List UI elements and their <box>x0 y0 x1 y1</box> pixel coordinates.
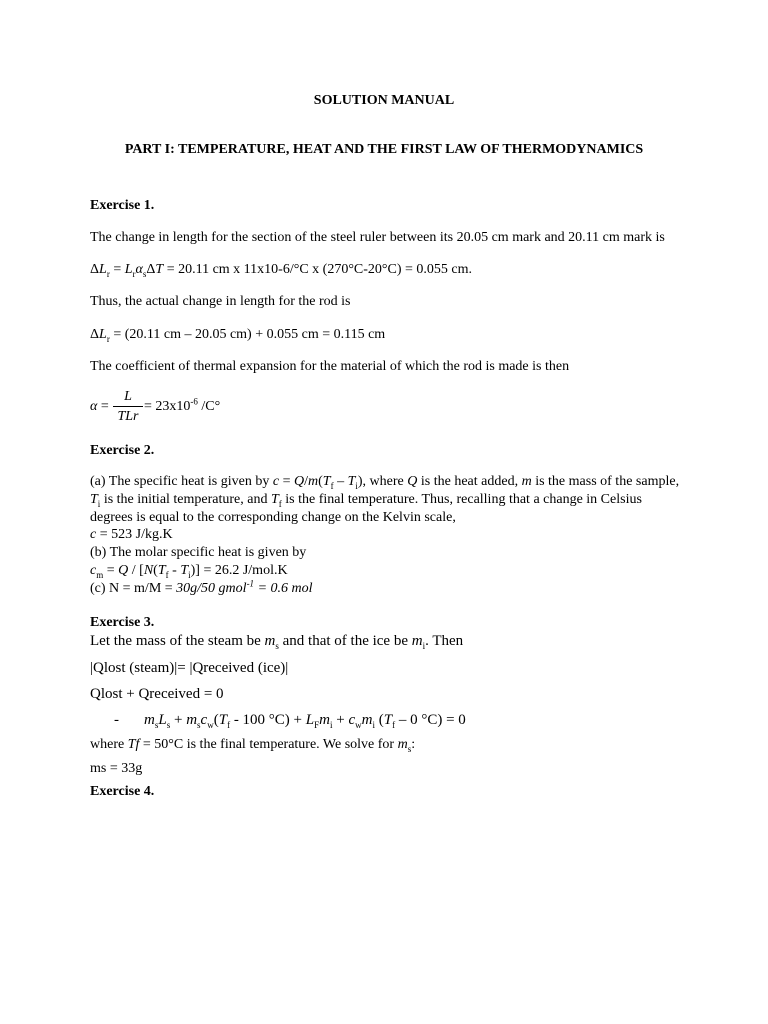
ex3-text-line-2: |Qlost (steam)|= |Qreceived (ice)| <box>90 660 289 676</box>
ex2-text-a4: c = 523 J/kg.K <box>90 527 173 542</box>
ex1-text-line-1: The change in length for the section of the steel ruler between its 20.05 cm mark and 20.11 cm mark is <box>90 230 665 245</box>
fraction-bar <box>113 406 143 407</box>
part-heading: PART I: TEMPERATURE, HEAT AND THE FIRST LAW OF THERMODYNAMICS <box>124 142 644 157</box>
ex2-text-c1: (c) N = m/M = 30g/50 gmol$^{-1}$ = 0.6 mol <box>90 578 313 596</box>
ex2-text-b2: $c_m = Q / [N(T_f - T_i)] = 26.2$ J/mol.K <box>90 563 288 580</box>
ex3-text-line-1: Let the mass of the steam be $m_s$ and that of the ice be $m_i$. Then <box>90 633 464 651</box>
ex1-fraction <box>113 389 143 425</box>
ex2-text-b1: (b) The molar specific heat is given by <box>90 545 307 560</box>
exercise-3-heading: Exercise 3. <box>90 615 155 630</box>
exercise-2-heading: Exercise 2. <box>90 443 155 458</box>
fraction-denominator: TLr <box>117 409 139 424</box>
ex1-formula-result: = $23x10^{-6}$ /C° <box>144 396 221 414</box>
exercise-4-heading: Exercise 4. <box>90 784 155 799</box>
document-title: SOLUTION MANUAL <box>313 93 455 108</box>
ex1-text-line-5: The coefficient of thermal expansion for the material of which the rod is made is then <box>90 359 570 374</box>
exercise-1-heading: Exercise 1. <box>90 198 155 213</box>
ex2-text-a1: (a) The specific heat is given by $c = Q/m(T_f - T_i)$, where Q is the heat added, m is the mass of the sample, <box>90 474 680 491</box>
ex3-equation-line-4: - $m_sL_s + m_sc_w(T_f - 100$ $^\circ C) + L_Fm_i + c_wm_i$ ($T_f - 0$ °C) = 0 <box>114 712 466 730</box>
ex2-text-a3: degrees is equal to the corresponding change on the Kelvin scale, <box>90 510 456 525</box>
ex1-formula-lhs: α = <box>90 399 109 414</box>
fraction-numerator: L <box>124 389 132 404</box>
ex3-text-line-3: Qlost + Qreceived = 0 <box>90 686 224 702</box>
ex3-result: ms = 33g <box>90 761 143 776</box>
ex1-equation-line-4: $\Delta L_r = (20.11$ cm – 20.05 cm) + 0.055 cm = 0.115 cm <box>90 327 386 344</box>
ex2-text-a2: $T_i$ is the initial temperature, and $T_f$ is the final temperature. Thus, recalling that a change in Celsius <box>90 492 642 509</box>
ex1-equation-line-2: $\Delta L_r = L_r\alpha_s\Delta T = 20.11$ cm x 11x10-6/°C x (270°C-20°C) = 0.055 cm. <box>90 262 473 279</box>
ex3-text-line-5: where Tf = 50°C is the final temperature. We solve for $m_s$: <box>90 737 416 754</box>
ex1-text-line-3: Thus, the actual change in length for the rod is <box>90 294 351 309</box>
